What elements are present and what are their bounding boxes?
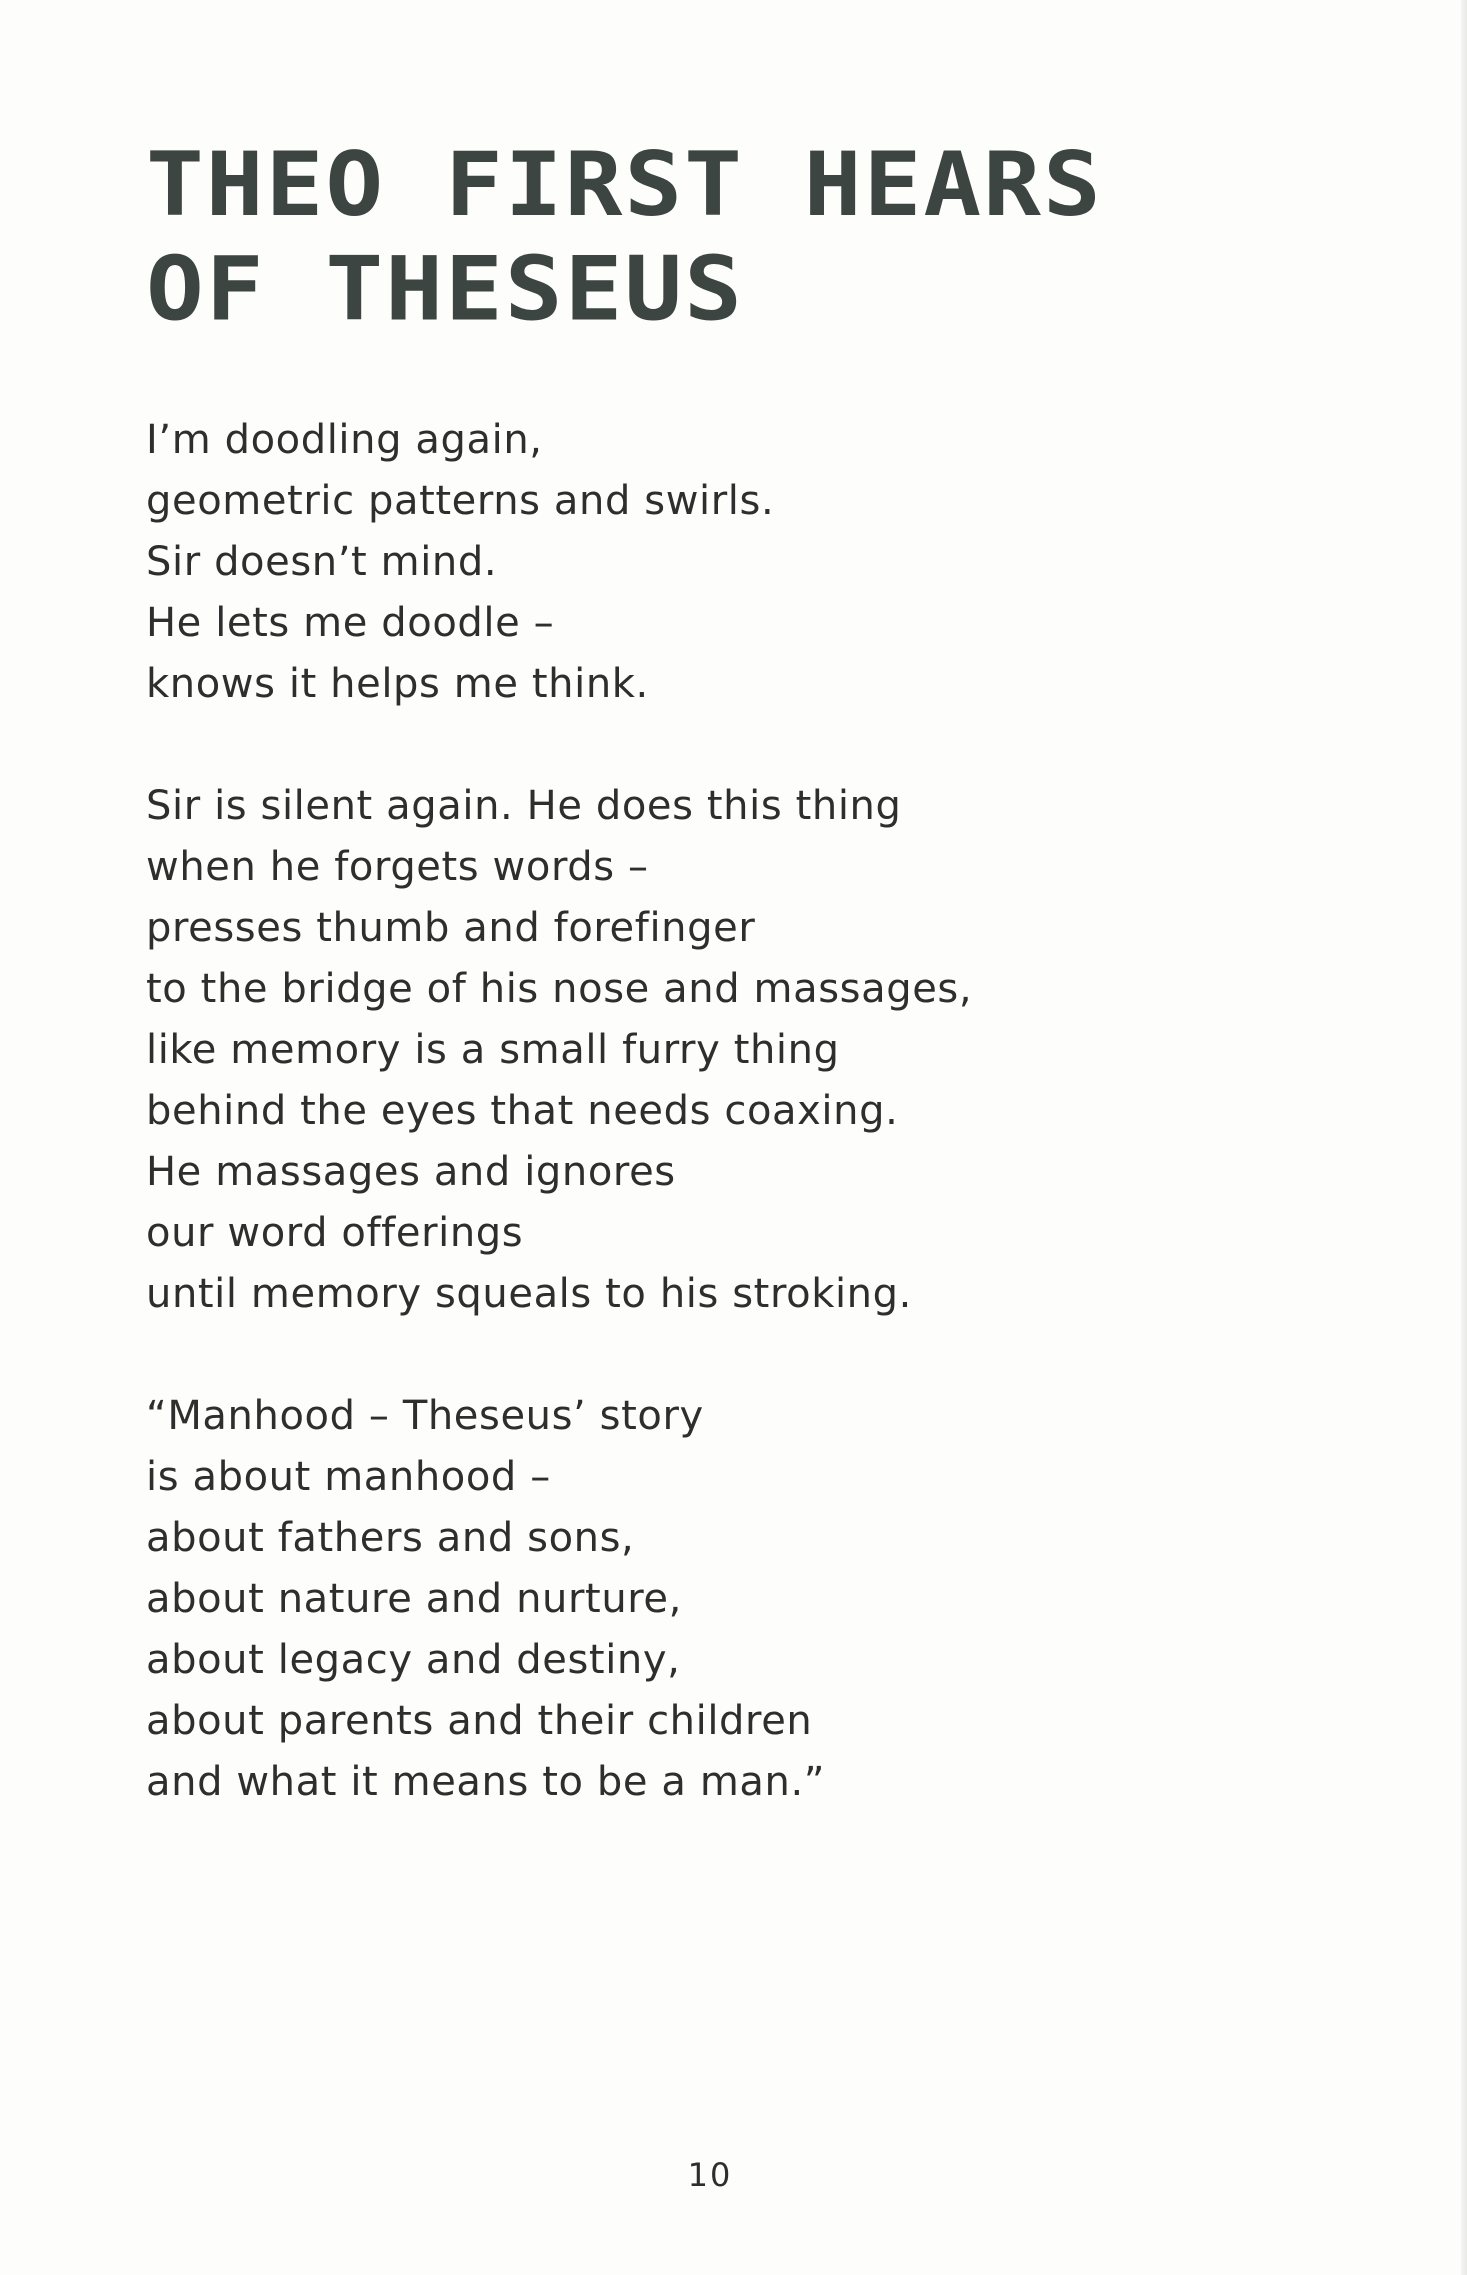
poem-line: about nature and nurture,: [146, 1576, 682, 1622]
stanza-1: [146, 410, 1246, 715]
poem-line: our word offerings: [146, 1210, 524, 1256]
stanza-3: [146, 1386, 1246, 1813]
poem-title: [146, 132, 1103, 342]
poem-line: knows it helps me think.: [146, 661, 649, 707]
poem-line: about legacy and destiny,: [146, 1637, 681, 1683]
stanza-2: [146, 776, 1246, 1325]
poem-line: to the bridge of his nose and massages,: [146, 966, 973, 1012]
page-number: 10: [687, 2156, 733, 2194]
poem-title-line-2: OF THESEUS: [146, 237, 744, 341]
poem-line: like memory is a small furry thing: [146, 1027, 840, 1073]
poem-line: and what it means to be a man.”: [146, 1759, 826, 1805]
poem-line: presses thumb and forefinger: [146, 905, 756, 951]
poem-line: behind the eyes that needs coaxing.: [146, 1088, 899, 1134]
poem-body: [146, 410, 1246, 1874]
page-edge-shadow: [1461, 0, 1467, 2275]
poem-line: is about manhood –: [146, 1454, 551, 1500]
poem-line: He lets me doodle –: [146, 600, 555, 646]
poem-line: when he forgets words –: [146, 844, 649, 890]
poem-line: “Manhood – Theseus’ story: [146, 1393, 704, 1439]
poem-title-line-1: THEO FIRST HEARS: [146, 132, 1103, 236]
poem-line: Sir is silent again. He does this thing: [146, 783, 902, 829]
poem-line: until memory squeals to his stroking.: [146, 1271, 912, 1317]
poem-line: Sir doesn’t mind.: [146, 539, 498, 585]
poem-line: about fathers and sons,: [146, 1515, 635, 1561]
poem-line: He massages and ignores: [146, 1149, 676, 1195]
poem-line: about parents and their children: [146, 1698, 813, 1744]
poem-line: I’m doodling again,: [146, 417, 543, 463]
poem-line: geometric patterns and swirls.: [146, 478, 775, 524]
